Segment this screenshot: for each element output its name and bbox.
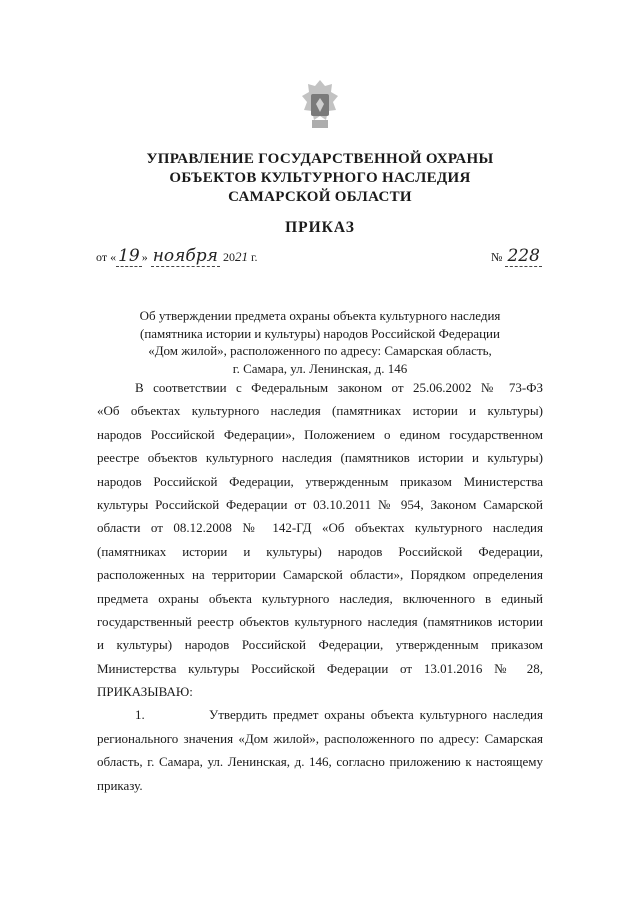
agency-line: САМАРСКОЙ ОБЛАСТИ xyxy=(228,189,412,205)
order-body xyxy=(97,376,543,797)
subject-line: «Дом жилой», расположенного по адресу: Самарская область, xyxy=(148,343,492,358)
item-1-first-text: Утвердить предмет охраны объекта культурного наследия xyxy=(209,707,543,723)
subject-line: Об утверждении предмета охраны объекта культурного наследия xyxy=(139,308,501,323)
date-day-handwritten: 19 xyxy=(118,246,140,266)
preamble-line: расположенных на территории Самарской области», Порядком определения xyxy=(97,567,543,583)
number-label: № xyxy=(491,250,503,264)
order-number xyxy=(491,246,542,266)
preamble-line: Министерства культуры Российской Федерации от 13.01.2016 № 28, xyxy=(97,660,543,676)
item-1-line: приказу. xyxy=(97,777,143,793)
preamble-line: «Об объектах культурного наследия (памятниках истории и культуры) xyxy=(97,403,543,419)
command-word: ПРИКАЗЫВАЮ: xyxy=(97,684,193,700)
item-1-first-line xyxy=(97,703,543,726)
order-date xyxy=(96,246,258,266)
subject-line: г. Самара, ул. Ленинская, д. 146 xyxy=(232,360,408,376)
preamble-line: народов Российской Федерации», Положением о едином государственном xyxy=(97,426,543,442)
item-1-number: 1. xyxy=(135,707,145,723)
date-mid: » xyxy=(141,250,151,264)
preamble-line: области от 08.12.2008 № 142-ГД «Об объектах культурного наследия xyxy=(97,520,543,536)
agency-line: УПРАВЛЕНИЕ ГОСУДАРСТВЕННОЙ ОХРАНЫ xyxy=(146,151,494,167)
date-year-prefix: 20 xyxy=(219,250,235,264)
item-1-line: область, г. Самара, ул. Ленинская, д. 146, согласно приложению к настоящему xyxy=(97,754,543,770)
preamble-line: В соответствии с Федеральным законом от 25.06.2002 № 73-ФЗ xyxy=(135,380,543,395)
date-year-handwritten: 21 xyxy=(234,249,248,264)
preamble-line: культуры Российской Федерации от 03.10.2011 № 954, Законом Самарской xyxy=(97,496,543,512)
order-number-handwritten: 228 xyxy=(507,246,540,266)
order-subject xyxy=(0,307,640,377)
preamble-line: народов Российской Федерации, утвержденным приказом Министерства xyxy=(97,473,543,489)
preamble-line: государственный реестр объектов культурного наследия (памятников истории xyxy=(97,613,543,629)
date-year-unit: г. xyxy=(247,250,258,264)
agency-name xyxy=(0,150,640,207)
document-type-title: ПРИКАЗ xyxy=(285,219,355,236)
date-month-handwritten: ноября xyxy=(152,246,218,266)
subject-line: (памятника истории и культуры) народов Российской Федерации xyxy=(140,325,500,341)
preamble-line: предмета охраны объекта культурного наследия, включенного в единый xyxy=(97,590,543,606)
preamble-line: и культуры) народов Российской Федерации, утвержденным приказом xyxy=(97,637,543,653)
preamble-line: реестре объектов культурного наследия (памятников истории и культуры) xyxy=(97,450,543,466)
agency-line: ОБЪЕКТОВ КУЛЬТУРНОГО НАСЛЕДИЯ xyxy=(169,170,471,186)
coat-of-arms-emblem xyxy=(298,78,342,134)
item-1-line: регионального значения «Дом жилой», расположенного по адресу: Самарская xyxy=(97,730,543,746)
date-prefix: от « xyxy=(96,250,117,264)
preamble-line: (памятниках истории и культуры) народов Российской Федерации, xyxy=(97,543,543,559)
